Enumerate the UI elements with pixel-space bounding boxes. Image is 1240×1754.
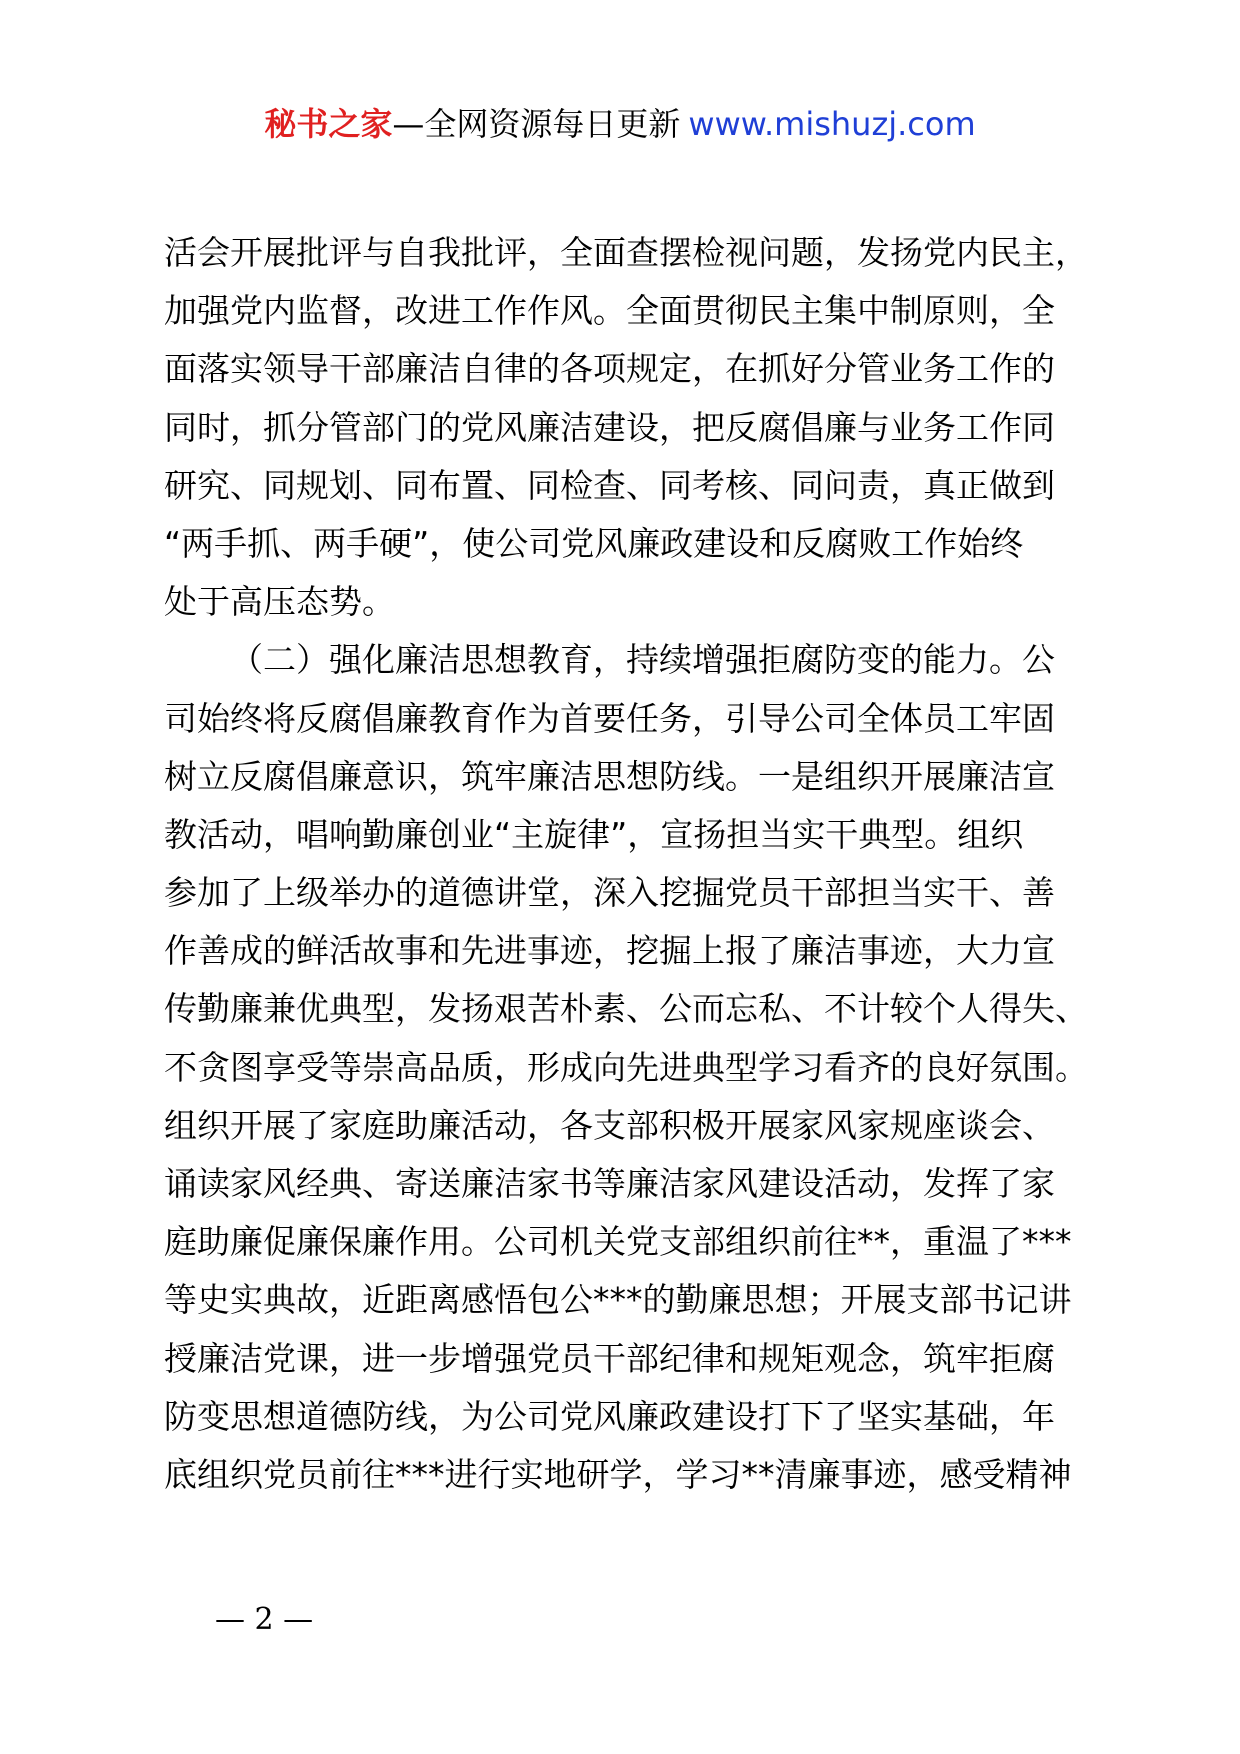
body-line: 庭助廉促廉保廉作用。公司机关党支部组织前往**，重温了***	[164, 1222, 1072, 1262]
body-line: 等史实典故，近距离感悟包公***的勤廉思想；开展支部书记讲	[164, 1280, 1072, 1320]
body-line: 同时，抓分管部门的党风廉洁建设，把反腐倡廉与业务工作同	[164, 407, 1055, 447]
body-line: 加强党内监督，改进工作作风。全面贯彻民主集中制原则，全	[164, 291, 1055, 331]
body-line: “两手抓、两手硬”，使公司党风廉政建设和反腐败工作始终	[164, 523, 1024, 563]
body-line: 活会开展批评与自我批评，全面查摆检视问题，发扬党内民主，	[164, 233, 1088, 272]
section-heading-line: （二）强化廉洁思想教育，持续增强拒腐防变的能力。公	[230, 640, 1055, 680]
body-line: 作善成的鲜活故事和先进事迹，挖掘上报了廉洁事迹，大力宣	[164, 931, 1055, 971]
body-line: 处于高压态势。	[164, 582, 395, 622]
body-line: 授廉洁党课，进一步增强党员干部纪律和规矩观念，筑牢拒腐	[164, 1338, 1055, 1378]
body-line: 底组织党员前往***进行实地研学，学习**清廉事迹，感受精神	[164, 1454, 1072, 1494]
body-line: 不贪图享受等崇高品质，形成向先进典型学习看齐的良好氛围。	[164, 1047, 1088, 1087]
page-number: — 2 —	[215, 1602, 314, 1637]
body-line: 诵读家风经典、寄送廉洁家书等廉洁家风建设活动，发挥了家	[164, 1164, 1055, 1203]
body-line: 研究、同规划、同布置、同检查、同考核、同问责，真正做到	[164, 465, 1055, 505]
body-line: 司始终将反腐倡廉教育作为首要任务，引导公司全体员工牢固	[164, 698, 1055, 738]
body-line: 组织开展了家庭助廉活动，各支部积极开展家风家规座谈会、	[164, 1105, 1055, 1145]
site-brand: 秘书之家	[264, 105, 393, 143]
body-line: 面落实领导干部廉洁自律的各项规定，在抓好分管业务工作的	[164, 349, 1055, 389]
document-body	[164, 224, 1104, 1504]
site-url-link[interactable]: www.mishuzj.com	[688, 105, 976, 143]
body-line: 教活动，唱响勤廉创业“主旋律”，宣扬担当实干典型。组织	[164, 814, 1024, 854]
body-line: 树立反腐倡廉意识，筑牢廉洁思想防线。一是组织开展廉洁宣	[164, 756, 1055, 796]
site-header	[0, 100, 1240, 148]
body-line: 防变思想道德防线，为公司党风廉政建设打下了坚实基础，年	[164, 1396, 1055, 1436]
body-line: 传勤廉兼优典型，发扬艰苦朴素、公而忘私、不计较个人得失、	[164, 989, 1088, 1029]
site-slogan: —全网资源每日更新	[392, 105, 681, 143]
body-line: 参加了上级举办的道德讲堂，深入挖掘党员干部担当实干、善	[164, 873, 1055, 913]
